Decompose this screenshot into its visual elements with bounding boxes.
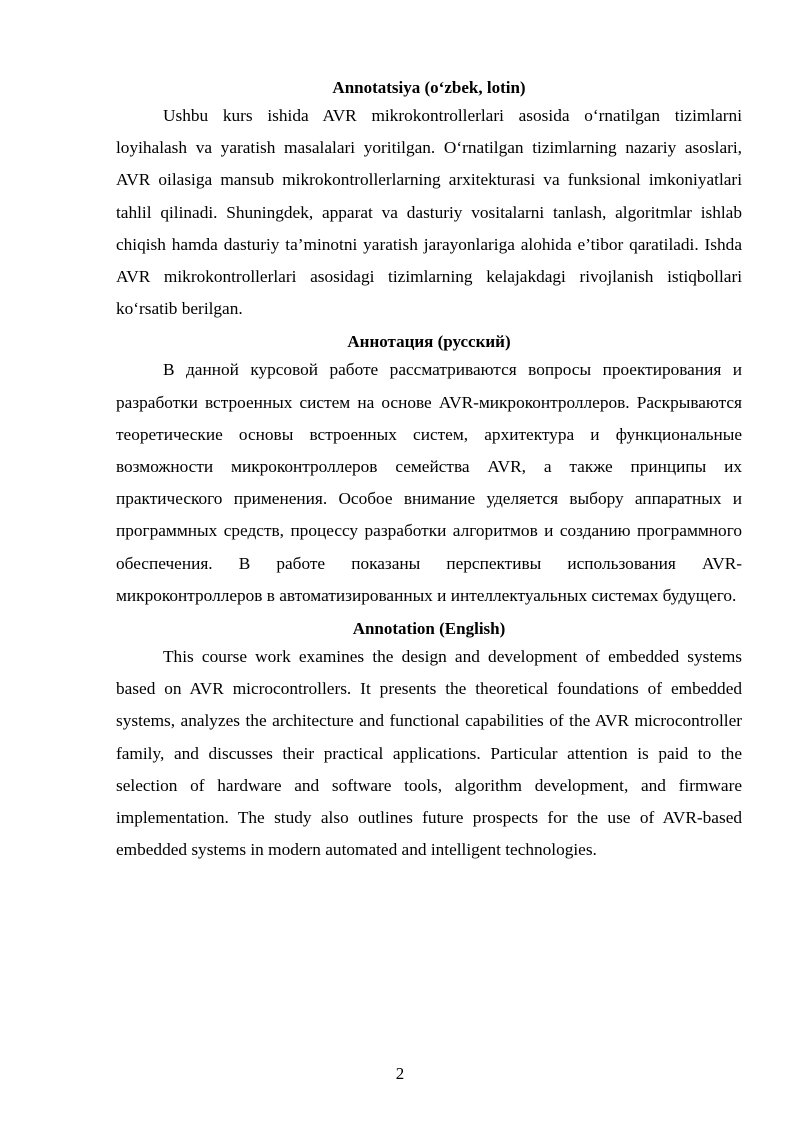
annotation-uzbek (116, 76, 742, 325)
section-body-russian: В данной курсовой работе рассматриваются вопросы проектирования и разработки встроенных систем на основе AVR-микроконтроллеров. Раскрываются теоретические основы встроенных систем, архитектура и функциональные возможности микроконтроллеров семейства AVR, а также принципы их практического применения. Особое внимание уделяется выбору аппаратных и программных средств, процессу разработки алгоритмов и созданию программного обеспечения. В работе показаны перспективы использования AVR-микроконтроллеров в автоматизированных и интеллектуальных системах будущего. (116, 360, 742, 605)
section-body-english: This course work examines the design and development of embedded systems based on AVR microcontrollers. It presents the theoretical foundations of embedded systems, analyzes the architecture and functional capabilities of the AVR microcontroller family, and discusses their practical applications. Particular attention is paid to the selection of hardware and software tools, algorithm development, and firmware implementation. The study also outlines future prospects for the use of AVR-based embedded systems in modern automated and intelligent technologies. (116, 647, 742, 860)
annotation-english (116, 617, 742, 866)
document-page (116, 76, 742, 866)
section-heading-uzbek: Annotatsiya (o‘zbek, lotin) (332, 78, 526, 97)
annotation-russian (116, 330, 742, 612)
section-heading-russian: Аннотация (русский) (347, 332, 511, 352)
section-body-uzbek: Ushbu kurs ishida AVR mikrokontrollerlari asosida o‘rnatilgan tizimlarni loyihalash va yaratish masalalari yoritilgan. O‘rnatilgan tizimlarning nazariy asoslari, AVR oilasiga mansub mikrokontrollerlarning arxitekturasi va funksional imkoniyatlari tahlil qilinadi. Shuningdek, apparat va dasturiy vositalarni tanlash, algoritmlar ishlab chiqish hamda dasturiy ta’minotni yaratish jarayonlariga alohida e’tibor qaratiladi. Ishda AVR mikrokontrollerlari asosidagi tizimlarning kelajakdagi rivojlanish istiqbollari ko‘rsatib berilgan. (116, 106, 742, 319)
page-number: 2 (395, 1064, 405, 1083)
section-heading-english: Annotation (English) (352, 619, 506, 639)
